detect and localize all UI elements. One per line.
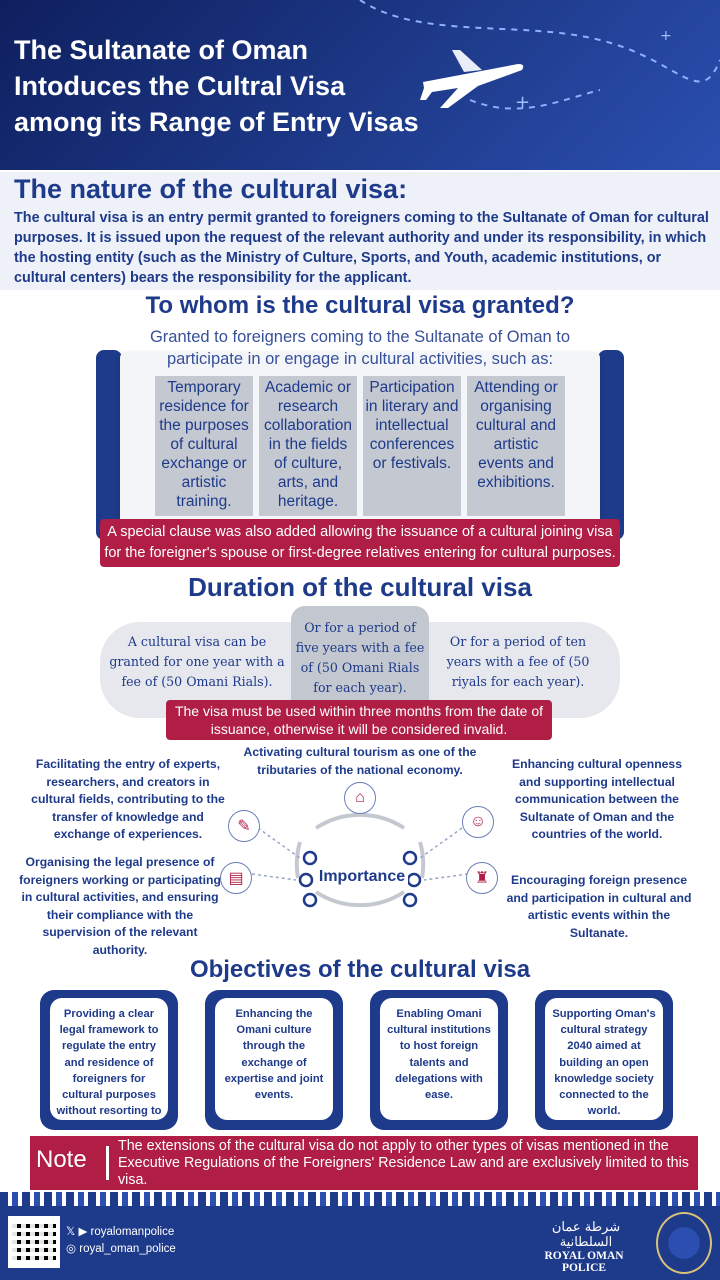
nature-heading: The nature of the cultural visa: bbox=[14, 174, 408, 204]
svg-text:+: + bbox=[660, 28, 672, 44]
importance-point-legal: Organising the legal presence of foreigners working or participating in cultural activities, and ensuring their compliance with the supervision of the relevant authority. bbox=[19, 855, 221, 957]
police-emblem-icon bbox=[656, 1212, 712, 1274]
social-handles bbox=[66, 1226, 176, 1256]
duration-heading: Duration of the cultural visa bbox=[188, 572, 532, 602]
right-side-tab bbox=[598, 350, 624, 540]
note-label: Note bbox=[36, 1146, 87, 1173]
importance-point-tourism: Activating cultural tourism as one of the tributaries of the national economy. bbox=[243, 745, 477, 777]
nature-section bbox=[0, 172, 720, 290]
footer bbox=[0, 1206, 720, 1280]
note-divider bbox=[106, 1146, 109, 1180]
footer-arabic-name: شرطة عمان السلطانية bbox=[551, 1220, 621, 1250]
importance-point-participation: Encouraging foreign presence and participation in cultural and artistic events within the Sultanate. bbox=[506, 873, 692, 940]
experts-icon: ✎ bbox=[228, 810, 260, 842]
duration-option-ten-years: Or for a period of ten years with a fee of (50 riyals for each year). bbox=[446, 634, 590, 689]
events-icon: ♜ bbox=[466, 862, 498, 894]
header-banner bbox=[0, 0, 720, 170]
nature-paragraph: The cultural visa is an entry permit granted to foreigners coming to the Sultanate of Oman for cultural purposes. It is issued upon the request of the relevant authority and under its responsibility, in which the hosting entity (such as the Ministry of Culture, Sports, and Youth, academic institutions, or cultural centers) bears the responsibility for the applicant. bbox=[14, 210, 709, 286]
social-handle-x-youtube[interactable]: royalomanpolice bbox=[90, 1226, 175, 1238]
note-banner bbox=[30, 1136, 698, 1190]
whom-item: Participation in literary and intellectual conferences or festivals. bbox=[363, 376, 461, 516]
duration-option-five-years: Or for a period of five years with a fee of (50 Omani Rials for each year). bbox=[295, 620, 425, 695]
whom-item: Academic or research collaboration in the fields of culture, arts, and heritage. bbox=[259, 376, 357, 516]
legal-presence-icon: ▤ bbox=[220, 862, 252, 894]
joining-visa-note: A special clause was also added allowing the issuance of a cultural joining visa for the foreigner's spouse or first-degree relatives entering for cultural purposes. bbox=[100, 519, 620, 567]
social-handle-instagram[interactable]: royal_oman_police bbox=[79, 1243, 176, 1255]
airplane-icon bbox=[418, 42, 531, 113]
whom-heading: To whom is the cultural visa granted? bbox=[145, 292, 575, 319]
whom-item: Temporary residence for the purposes of cultural exchange or artistic training. bbox=[155, 376, 253, 516]
importance-point-openness: Enhancing cultural openness and supporting intellectual communication between the Sultanate of Oman and the countries of the world. bbox=[512, 757, 682, 841]
page-title: The Sultanate of Oman Intoduces the Cultral Visa among its Range of Entry Visas bbox=[14, 35, 419, 137]
left-side-tab bbox=[96, 350, 122, 540]
tourism-icon: ⌂ bbox=[344, 782, 376, 814]
whom-subtitle: Granted to foreigners coming to the Sultanate of Oman to participate in or engage in cultural activities, such as: bbox=[149, 328, 571, 368]
qr-code[interactable] bbox=[8, 1216, 60, 1268]
footer-org-name: ROYAL OMAN POLICE bbox=[544, 1250, 624, 1274]
objective-text: Enhancing the Omani culture through the exchange of expertise and joint events. bbox=[215, 998, 333, 1120]
footer-pattern bbox=[0, 1192, 720, 1206]
communication-icon: ☺ bbox=[462, 806, 494, 838]
importance-point-experts: Facilitating the entry of experts, researchers, and creators in cultural fields, contributing to the transfer of knowledge and exchange of experiences. bbox=[31, 757, 225, 841]
svg-text:+: + bbox=[515, 92, 531, 113]
objective-card bbox=[370, 990, 508, 1130]
duration-option-one-year: A cultural visa can be granted for one year with a fee of (50 Omani Rials). bbox=[109, 634, 285, 689]
instagram-icon: ◎ bbox=[66, 1243, 80, 1255]
whom-item: Attending or organising cultural and artistic events and exhibitions. bbox=[467, 376, 565, 516]
objective-text: Providing a clear legal framework to regulate the entry and residence of foreigners for cultural purposes without resorting to other visas. bbox=[50, 998, 168, 1120]
objective-card bbox=[535, 990, 673, 1130]
objective-card bbox=[205, 990, 343, 1130]
objective-text: Enabling Omani cultural institutions to host foreign talents and delegations with ease. bbox=[380, 998, 498, 1120]
note-text: The extensions of the cultural visa do not apply to other types of visas mentioned in the Executive Regulations of the Foreigners' Residence Law and are exclusively limited to this visa. bbox=[118, 1138, 689, 1188]
objective-card bbox=[40, 990, 178, 1134]
objective-text: Supporting Oman's cultural strategy 2040 aimed at building an open knowledge society connected to the world. bbox=[545, 998, 663, 1120]
x-icon: 𝕏 ▶ bbox=[66, 1226, 91, 1238]
validity-note: The visa must be used within three months from the date of issuance, otherwise it will be considered invalid. bbox=[166, 700, 552, 740]
whom-items-row bbox=[155, 376, 565, 516]
importance-label: Importance bbox=[316, 868, 408, 886]
objectives-heading: Objectives of the cultural visa bbox=[189, 956, 531, 983]
